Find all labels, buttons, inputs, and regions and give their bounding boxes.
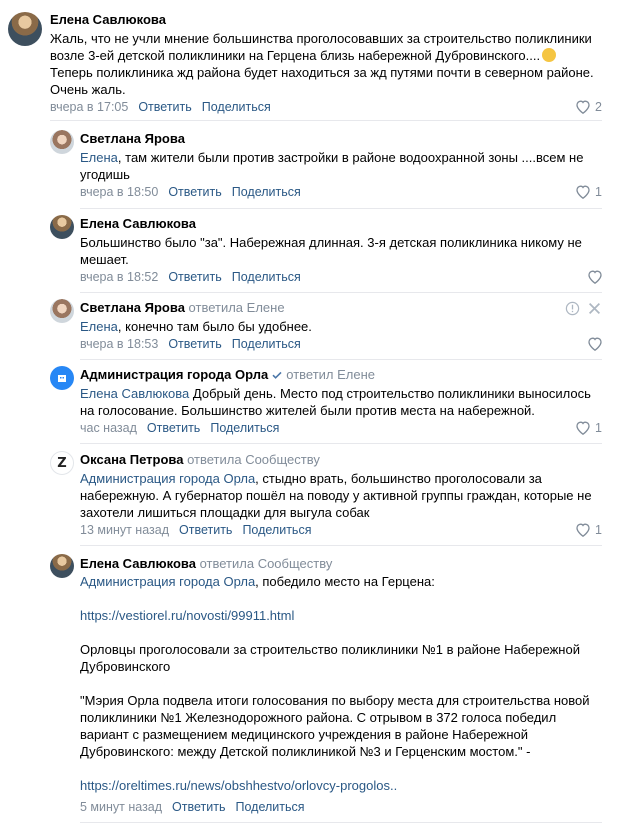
comment-author: Елена Савлюкова ответила Сообществу	[80, 556, 333, 571]
comment-oksana	[0, 445, 620, 545]
like-button[interactable]	[587, 269, 603, 284]
mention-link[interactable]: Елена Савлюкова	[80, 386, 190, 401]
comment-text: Администрация города Орла, стыдно врать, большинство проголосовали за набережную. А губернатор пошёл на поводу у активной группы граждан, которые не захотели лишиться площадки для выгула собак	[80, 471, 592, 520]
like-count: 1	[595, 184, 602, 199]
avatar[interactable]	[50, 366, 74, 390]
avatar[interactable]	[8, 12, 42, 46]
divider	[80, 545, 602, 546]
heart-icon	[575, 522, 591, 537]
comment-text: Жаль, что не учли мнение большинства проголосовавших за строительство поликлиники возле 3-ей детской поликлиники на Герцена близь набережной Дубровинского.... Теперь поликлиника жд района будет находиться за жд путями почти в северном районе. Очень жаль.	[50, 31, 594, 97]
comment-meta	[80, 337, 301, 351]
comment-author[interactable]: Светлана Ярова	[80, 131, 185, 146]
comment-text: Елена, конечно там было бы удобнее.	[80, 319, 312, 334]
emoji-icon	[542, 48, 556, 62]
heart-icon	[587, 336, 603, 351]
comment-meta	[80, 800, 305, 814]
comment-svetlana-1	[0, 124, 620, 208]
comment-author[interactable]: Елена Савлюкова	[80, 216, 196, 231]
share-button[interactable]: Поделиться	[231, 337, 301, 351]
building-icon	[56, 372, 68, 384]
comment-time[interactable]: вчера в 18:50	[80, 185, 159, 199]
like-button[interactable]	[575, 522, 602, 537]
reply-button[interactable]: Ответить	[168, 270, 222, 284]
like-button[interactable]	[575, 420, 602, 435]
comment-time[interactable]: 5 минут назад	[80, 800, 163, 814]
like-button[interactable]	[575, 184, 602, 199]
reply-button[interactable]: Ответить	[138, 100, 192, 114]
share-button[interactable]: Поделиться	[231, 185, 301, 199]
comment-author: Оксана Петрова ответила Сообществу	[80, 452, 320, 467]
heart-icon	[587, 269, 603, 284]
comment-meta	[80, 421, 279, 435]
share-button[interactable]: Поделиться	[210, 421, 280, 435]
comment-time[interactable]: вчера в 18:53	[80, 337, 159, 351]
comment-time[interactable]: вчера в 17:05	[50, 100, 129, 114]
url-link[interactable]: https://oreltimes.ru/news/obshhestvo/orlovcy-progolos..	[80, 778, 398, 793]
comment-author: Администрация города Орла ответил Елене	[80, 367, 376, 382]
share-button[interactable]: Поделиться	[242, 523, 312, 537]
z-logo-icon: Z	[57, 455, 67, 471]
reply-button[interactable]: Ответить	[172, 800, 226, 814]
avatar[interactable]	[50, 130, 74, 154]
mention-link[interactable]: Администрация города Орла	[80, 471, 256, 486]
heart-icon	[575, 420, 591, 435]
close-icon[interactable]	[588, 302, 601, 315]
comment-elena-1	[0, 0, 620, 124]
reply-button[interactable]: Ответить	[168, 185, 222, 199]
like-button[interactable]	[575, 99, 602, 114]
heart-icon	[575, 184, 591, 199]
comment-author: Светлана Ярова ответила Елене	[80, 300, 285, 315]
share-button[interactable]: Поделиться	[231, 270, 301, 284]
reply-button[interactable]: Ответить	[179, 523, 233, 537]
comment-meta	[50, 100, 271, 114]
comment-text: Большинство было "за". Набережная длинная. 3-я детская поликлиника никому не мешает.	[80, 235, 582, 267]
like-count: 2	[595, 99, 602, 114]
url-link[interactable]: https://vestiorel.ru/novosti/99911.html	[80, 608, 295, 623]
avatar[interactable]	[50, 215, 74, 239]
share-button[interactable]: Поделиться	[235, 800, 305, 814]
comment-time[interactable]: 13 минут назад	[80, 523, 169, 537]
like-count: 1	[595, 522, 602, 537]
avatar[interactable]	[50, 554, 74, 578]
replied-to[interactable]: ответил Елене	[286, 367, 376, 382]
comment-author[interactable]: Елена Савлюкова	[50, 12, 166, 27]
avatar[interactable]	[50, 451, 74, 475]
replied-to[interactable]: ответила Сообществу	[199, 556, 333, 571]
comment-elena-2	[0, 209, 620, 293]
mention-link[interactable]: Администрация города Орла	[80, 574, 256, 589]
mention-link[interactable]: Елена	[80, 150, 118, 165]
comment-time[interactable]: вчера в 18:52	[80, 270, 159, 284]
replied-to[interactable]: ответила Сообществу	[187, 452, 320, 467]
mention-link[interactable]: Елена	[80, 319, 118, 334]
reply-button[interactable]: Ответить	[168, 337, 222, 351]
reply-button[interactable]: Ответить	[146, 421, 201, 435]
share-button[interactable]: Поделиться	[201, 100, 271, 114]
report-icon[interactable]	[565, 301, 580, 316]
like-count: 1	[595, 420, 602, 435]
comment-text: Елена Савлюкова Добрый день. Место под строительство поликлиники выносилось на голосование. Большинство жителей были против места на набережной.	[80, 386, 591, 418]
replied-to[interactable]: ответила Елене	[188, 300, 285, 315]
comment-admin	[0, 360, 620, 444]
divider	[80, 822, 602, 823]
comment-meta	[80, 185, 301, 199]
comment-svetlana-2	[0, 293, 620, 359]
divider	[50, 120, 602, 121]
comment-time[interactable]: час назад	[80, 421, 137, 435]
verified-icon	[271, 369, 283, 381]
divider	[80, 443, 602, 444]
comment-meta	[80, 523, 311, 537]
comment-elena-3	[0, 548, 620, 823]
comment-meta	[80, 270, 301, 284]
like-button[interactable]	[587, 336, 603, 351]
comment-text: Елена, там жители были против застройки в районе водоохранной зоны ....всем не угодишь	[80, 150, 584, 182]
avatar[interactable]	[50, 299, 74, 323]
heart-icon	[575, 99, 591, 114]
comment-text: Администрация города Орла, победило место на Герцена: https://vestiorel.ru/novosti/99911.html Орловцы проголосовали за строительство поликлиники №1 в районе Набережной Дубровинского "Мэрия Орла подвела итоги голосования по выбору места для строительства новой поликлиники №1 Железнодорожного района. С отрывом в 372 голоса победил вариант с размещением медицинского учреждения в районе Набережной Дубровинского: между Детской поликлиникой №3 и Герценским мостом." - https://oreltimes.ru/news/obshhestvo/orlovcy-progolos..	[80, 573, 600, 794]
